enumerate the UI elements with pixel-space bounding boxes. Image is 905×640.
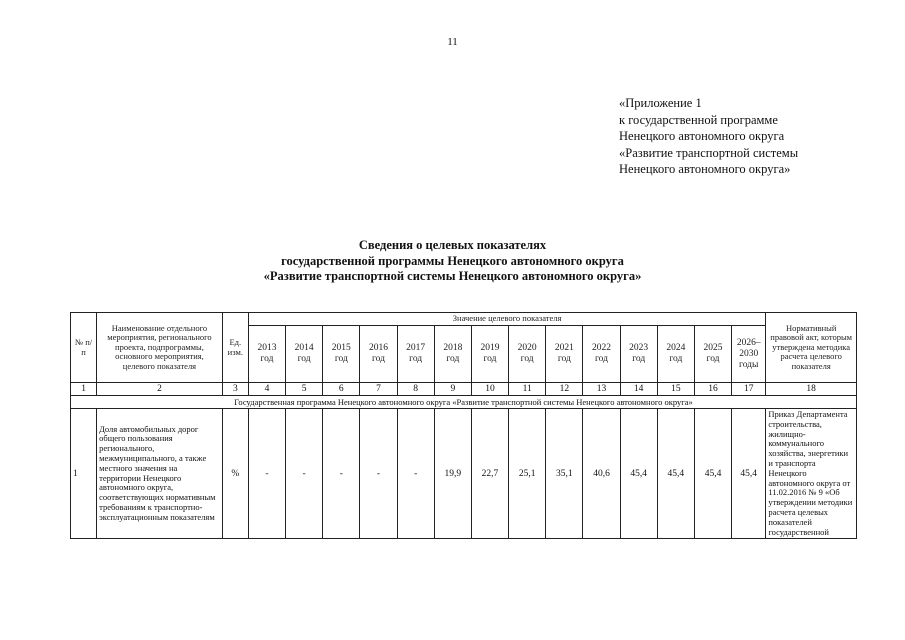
year-label: 2024	[666, 343, 686, 353]
year-label: 2016	[368, 343, 388, 353]
year-header	[732, 326, 766, 383]
year-suffix: год	[260, 354, 274, 364]
year-suffix: год	[557, 354, 571, 364]
year-suffix: год	[632, 354, 646, 364]
column-number: 11	[509, 383, 546, 396]
appendix-line: «Приложение 1	[619, 96, 702, 110]
row-number: 1	[71, 409, 97, 539]
year-suffix: год	[409, 354, 423, 364]
column-number: 7	[360, 383, 397, 396]
year-label: 2015	[331, 343, 351, 353]
year-suffix: год	[706, 354, 720, 364]
column-number: 4	[248, 383, 285, 396]
header-act: Нормативный правовой акт, которым утверждена методика расчета целевого показателя	[766, 313, 857, 383]
year-label: 2022	[592, 343, 611, 353]
indicator-unit: %	[222, 409, 248, 539]
appendix-line: Ненецкого автономного округа	[619, 129, 785, 143]
column-number: 8	[397, 383, 434, 396]
header-unit: Ед. изм.	[222, 313, 248, 383]
table-row	[71, 409, 857, 539]
year-label: 2013	[257, 343, 277, 353]
year-label: 2018	[443, 343, 463, 353]
indicator-value: -	[248, 409, 285, 539]
column-number: 3	[222, 383, 248, 396]
year-header	[509, 326, 546, 383]
page-number: 11	[447, 36, 458, 48]
program-title: Государственная программа Ненецкого автономного округа «Развитие транспортной системы Ненецкого автономного округа»	[71, 396, 857, 409]
year-suffix: год	[446, 354, 460, 364]
column-number: 1	[71, 383, 97, 396]
indicator-value: -	[286, 409, 323, 539]
column-number: 6	[323, 383, 360, 396]
title-line: «Развитие транспортной системы Ненецкого автономного округа»	[263, 269, 642, 283]
year-label: 2019	[480, 343, 500, 353]
year-header	[360, 326, 397, 383]
indicator-value: 19,9	[434, 409, 471, 539]
indicator-value: 45,4	[732, 409, 766, 539]
year-header	[286, 326, 323, 383]
indicator-value: -	[323, 409, 360, 539]
indicator-value: 25,1	[509, 409, 546, 539]
column-number: 10	[471, 383, 508, 396]
year-header	[620, 326, 657, 383]
indicator-value: 35,1	[546, 409, 583, 539]
year-label: 2020	[517, 343, 537, 353]
year-header	[248, 326, 285, 383]
year-label: 2026–2030	[736, 337, 761, 359]
column-number-row	[71, 383, 857, 396]
year-suffix: год	[334, 354, 348, 364]
table-header-row	[71, 313, 857, 326]
indicator-value: -	[397, 409, 434, 539]
indicators-table	[70, 312, 857, 539]
year-label: 2017	[406, 343, 426, 353]
year-suffix: год	[483, 354, 497, 364]
year-label: 2021	[554, 343, 574, 353]
year-header	[694, 326, 731, 383]
appendix-line: к государственной программе	[619, 112, 778, 127]
year-suffix: год	[520, 354, 534, 364]
header-num: № п/п	[71, 313, 97, 383]
year-suffix: год	[297, 354, 311, 364]
year-header	[583, 326, 620, 383]
column-number: 12	[546, 383, 583, 396]
appendix-note	[619, 95, 899, 178]
appendix-line: «Развитие транспортной системы	[619, 145, 799, 160]
column-number: 9	[434, 383, 471, 396]
column-number: 18	[766, 383, 857, 396]
year-header	[323, 326, 360, 383]
year-header	[657, 326, 694, 383]
year-suffix: год	[669, 354, 683, 364]
indicator-value: 40,6	[583, 409, 620, 539]
document-title	[0, 238, 905, 285]
title-line: государственной программы Ненецкого автономного округа	[281, 253, 624, 268]
year-label: 2023	[629, 343, 649, 353]
year-suffix: годы	[739, 359, 759, 370]
indicator-name: Доля автомобильных дорог общего пользования регионального, межмуниципального, а также местного значения на территории Ненецкого автономного округа, соответствующих нормативным требованиям к транспортно-эксплуатационным показателям	[97, 409, 223, 539]
normative-act: Приказ Департамента строительства, жилищно-коммунального хозяйства, энергетики и транспорта Ненецкого автономного округа от 11.02.2016 № 9 «Об утверждении методики расчета целевых показателей государственной	[766, 409, 857, 539]
indicator-value: 45,4	[657, 409, 694, 539]
column-number: 5	[286, 383, 323, 396]
column-number: 17	[732, 383, 766, 396]
program-row	[71, 396, 857, 409]
year-label: 2014	[294, 343, 314, 353]
column-number: 16	[694, 383, 731, 396]
year-header	[471, 326, 508, 383]
year-label: 2025	[703, 343, 723, 353]
indicator-value: 45,4	[620, 409, 657, 539]
year-suffix: год	[595, 354, 608, 364]
column-number: 15	[657, 383, 694, 396]
year-suffix: год	[371, 354, 385, 364]
year-header	[397, 326, 434, 383]
year-header	[546, 326, 583, 383]
column-number: 2	[97, 383, 223, 396]
indicator-value: 45,4	[694, 409, 731, 539]
column-number: 13	[583, 383, 620, 396]
title-line: Сведения о целевых показателях	[358, 238, 547, 252]
year-header	[434, 326, 471, 383]
column-number: 14	[620, 383, 657, 396]
indicator-value: -	[360, 409, 397, 539]
header-values-group: Значение целевого показателя	[248, 313, 765, 326]
appendix-line: Ненецкого автономного округа»	[619, 162, 791, 176]
header-name: Наименование отдельного мероприятия, регионального проекта, подпрограммы, основного мероприятия, целевого показателя	[97, 313, 223, 383]
indicator-value: 22,7	[471, 409, 508, 539]
